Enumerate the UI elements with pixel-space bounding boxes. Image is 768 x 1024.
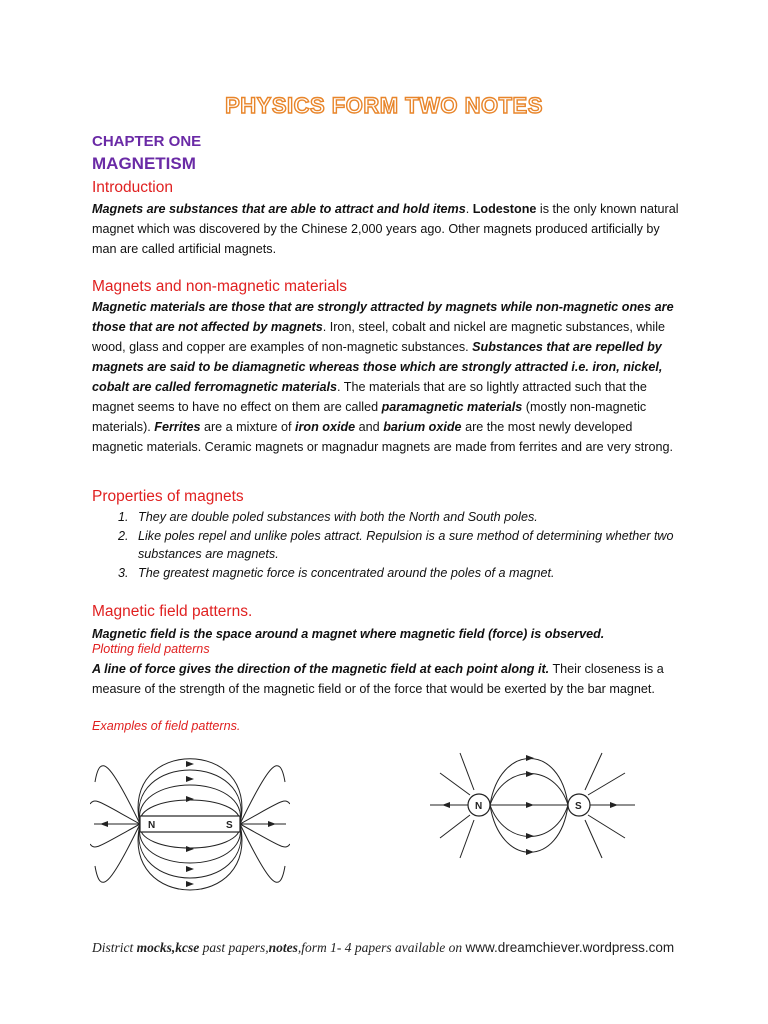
materials-text-6: are the most newly developed magnetic materials. Ceramic magnets or magnadur magnets are made from ferrites and are very strong. xyxy=(92,420,673,454)
footer-bold-1: mocks,kcse xyxy=(136,940,200,955)
field-line xyxy=(95,766,140,824)
page-title: PHYSICS FORM TWO NOTES xyxy=(225,93,543,118)
materials-paramagnetic: paramagnetic materials xyxy=(381,400,523,414)
field-line xyxy=(588,815,625,838)
intro-text-1: . xyxy=(465,202,473,216)
footer-text-2: past papers, xyxy=(199,940,269,955)
materials-paragraph xyxy=(92,297,682,457)
intro-lodestone: Lodestone xyxy=(472,202,537,216)
field-line xyxy=(90,801,140,824)
field-line xyxy=(240,824,285,882)
intro-text-2: is the only known natural magnet which was discovered by the Chinese 2,000 years ago. Other magnets produced artificially by man are called artificial magnets. xyxy=(92,202,679,256)
pair-south-label: S xyxy=(575,801,582,812)
arrow-icon xyxy=(526,771,534,777)
field-line xyxy=(588,773,625,795)
materials-text-4: are a mixture of xyxy=(200,420,295,434)
arrow-icon xyxy=(186,796,194,802)
footer-text-1: District xyxy=(92,940,137,955)
materials-def-1: Magnetic materials are those that are strongly attracted by magnets while non-magnetic ones are those that are not affected by magnets xyxy=(92,300,674,334)
field-line xyxy=(585,753,602,790)
examples-subheading: Examples of field patterns. xyxy=(92,719,241,733)
footer xyxy=(92,940,752,956)
list-item: 1. They are double poled substances with both the North and South poles. xyxy=(132,508,732,527)
footer-bold-2: notes xyxy=(268,940,298,955)
footer-text-3: ,form 1- 4 papers available on xyxy=(297,940,466,955)
bar-magnet-field-diagram xyxy=(90,742,290,912)
materials-heading: Magnets and non-magnetic materials xyxy=(92,278,348,295)
field-line xyxy=(95,824,140,882)
properties-list xyxy=(92,508,732,582)
pole-pair-field-diagram xyxy=(430,738,635,888)
materials-def-2: Substances that are repelled by magnets are said to be diamagnetic whereas those which are strongly attracted i.e. iron, nickel, cobalt are called ferromagnetic materials xyxy=(92,340,663,394)
intro-bold-italic: Magnets are substances that are able to attract and hold items xyxy=(92,202,466,216)
arrow-icon xyxy=(186,881,194,887)
introduction-heading: Introduction xyxy=(92,179,173,196)
materials-text-3: (mostly non-magnetic materials). xyxy=(92,400,647,434)
materials-iron-oxide: iron oxide xyxy=(294,420,356,434)
arrow-icon xyxy=(610,802,618,808)
materials-text-5: and xyxy=(355,420,384,434)
arrow-icon xyxy=(100,821,108,827)
field-line xyxy=(460,820,474,858)
bar-magnet-north-label: N xyxy=(148,820,156,831)
materials-ferrites: Ferrites xyxy=(154,420,201,434)
field-line xyxy=(240,801,290,824)
arrow-icon xyxy=(186,866,194,872)
field-definition: Magnetic field is the space around a magnet where magnetic field (force) is observed. xyxy=(92,627,605,641)
field-line xyxy=(138,824,242,890)
field-line xyxy=(90,824,140,847)
field-line xyxy=(460,753,474,790)
field-line xyxy=(490,805,568,837)
field-line xyxy=(240,824,290,847)
arrow-icon xyxy=(186,846,194,852)
list-item: 3. The greatest magnetic force is concentrated around the poles of a magnet. xyxy=(132,564,732,583)
arrow-icon xyxy=(526,755,534,761)
field-line xyxy=(440,773,470,795)
field-line xyxy=(138,759,242,824)
footer-url-link[interactable]: www.dreamchiever.wordpress.com xyxy=(465,940,675,955)
materials-text-1: . Iron, steel, cobalt and nickel are magnetic substances, while wood, glass and copper are examples of non-magnetic substances. xyxy=(92,320,666,354)
list-item: 2. Like poles repel and unlike poles attract. Repulsion is a sure method of determining whether two substances are magnets. xyxy=(132,527,732,564)
arrow-icon xyxy=(268,821,276,827)
properties-heading: Properties of magnets xyxy=(92,488,244,505)
arrow-icon xyxy=(186,761,194,767)
arrow-icon xyxy=(526,802,534,808)
field-line xyxy=(585,820,602,858)
topic-title: MAGNETISM xyxy=(92,154,196,173)
introduction-paragraph xyxy=(92,199,682,259)
field-patterns-heading: Magnetic field patterns. xyxy=(92,603,253,620)
arrow-icon xyxy=(526,849,534,855)
pair-north-label: N xyxy=(475,801,483,812)
field-line xyxy=(240,766,285,824)
field-line-of-force: A line of force gives the direction of the magnetic field at each point along it. xyxy=(92,662,550,676)
field-line xyxy=(490,805,568,852)
field-line xyxy=(440,815,470,838)
field-line xyxy=(490,774,568,806)
field-paragraph xyxy=(92,659,682,699)
plotting-subheading: Plotting field patterns xyxy=(92,642,210,656)
chapter-label: CHAPTER ONE xyxy=(92,133,202,150)
materials-text-2: . The materials that are so lightly attracted such that the magnet seems to have no effect on them are called xyxy=(92,380,647,414)
bar-magnet-south-label: S xyxy=(226,820,233,831)
arrow-icon xyxy=(186,776,194,782)
field-text: Their closeness is a measure of the strength of the magnetic field or of the force that would be exerted by the bar magnet. xyxy=(92,662,664,696)
materials-barium-oxide: barium oxide xyxy=(383,420,462,434)
arrow-icon xyxy=(526,833,534,839)
field-line xyxy=(490,759,568,806)
arrow-icon xyxy=(442,802,450,808)
